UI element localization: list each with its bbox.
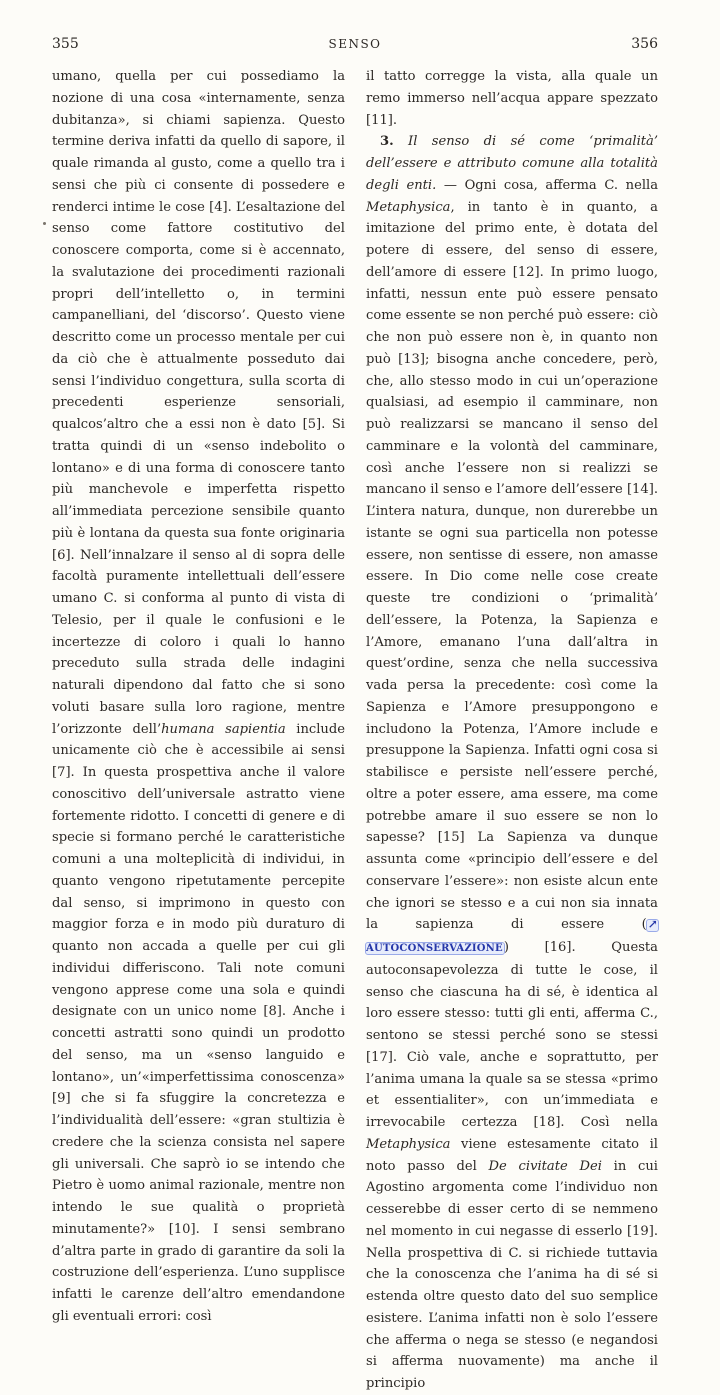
left-italic-humana-sapientia: humana sapientia [161, 721, 286, 737]
right-italic-de-civitate-dei: De civitate Dei [488, 1158, 602, 1174]
right-text-1: il tatto corregge la vista, alla quale un remo immerso nell’acqua appare spezzato [11]. [366, 69, 658, 128]
right-text-2c: ) [16]. Questa autoconsapevolezza di tutte le cose, il senso che ciascuna ha di sé, è identica al loro essere stesso: tutti gli enti, afferma C., sentono se stessi perché sono se stessi [17]. Ciò vale, anche e soprattutto, per l’anima umana la quale sa se stessa «primo et essentialiter», con un’immediata e irrevocabile certezza [18]. Così nella [366, 940, 658, 1130]
margin-mark [43, 222, 46, 225]
right-italic-metaphysica-1: Metaphysica [366, 199, 451, 215]
page-number-left: 355 [52, 36, 79, 52]
right-text-2b: , in tanto è in quanto, a imitazione del primo ente, è dotata del potere di essere, del senso di essere, dell’amore di essere [12]. In primo luogo, infatti, nessun ente può essere pensato come essente se non perché può essere: ciò che non può essere non è, in quanto non può [13]; bisogna anche concedere, però, che, allo stesso modo in cui un’operazione qualsiasi, ad esempio il camminare, non può realizzarsi se mancano il senso del camminare e la volontà del camminare, così anche l’essere non si realizzi se mancano il senso e l’amore dell’essere [14]. L’intera natura, dunque, non durerebbe un istante se ogni sua particella non potesse essere, non sentisse di essere, non amasse essere. In Dio come nelle cose create queste tre condizioni o ‘primalità’ dell’essere, la Potenza, la Sapienza e l’Amore, emanano l’una dall’altra in quest’ordine, senza che nella successiva vada persa la precedente: così come la Sapienza e l’Amore presuppongono e includono la Potenza, l’Amore include e presuppone la Sapienza. Infatti ogni cosa si stabilisce e persiste nell’essere perché, oltre a poter essere, ama essere, ma come potrebbe amare il suo essere se non lo sapesse? [15] La Sapienza va dunque assunta come «principio dell’essere e del conservare l’essere»: non esiste alcun ente che ignori se stesso e a cui non sia innata la sapienza di essere ( [366, 199, 658, 933]
right-paragraph-1 [366, 66, 658, 131]
left-paragraph [52, 66, 345, 1328]
cross-reference-label: AUTOCONSERVAZIONE [366, 943, 503, 954]
right-text-2e: in cui Agostino argomenta come l’individuo non cesserebbe di esser certo di se nemmeno nel momento in cui negasse di esserlo [19]. Nella prospettiva di C. si richiede tuttavia che la conoscenza che l’anima ha di sé si estenda oltre questo dato del suo semplice esistere. L’anima infatti non è solo l’essere che afferma o nega se stesso (e negandosi si afferma nuovamente) ma anche il principio [366, 1158, 658, 1391]
right-paragraph-2 [366, 131, 658, 1395]
left-text-2: include unicamente ciò che è accessibile ai sensi [7]. In questa prospettiva anche il valore conoscitivo dell’universale astratto viene fortemente ridotto. I concetti di genere e di specie si formano perché le caratteristiche comuni a una molteplicità di individui, in quanto vengono ripetutamente percepite dal senso, si imprimono in questo con maggior forza e in modo più duraturo di quanto non accada a quelle per cui gli individui differiscono. Tali note comuni vengono apprese come una sola e quindi designate con un unico nome [8]. Anche i concetti astratti sono quindi un prodotto del senso, ma un «senso languido e lontano», un’«imperfettissima conoscenza» [9] che si fa sfuggire la concretezza e l’individualità dell’essere: «gran stultizia è credere che la scienza consista nel sapere gli universali. Che saprò io se intendo che Pietro è uomo animal razionale, mentre non intendo le sue qualità o proprietà minutamente?» [10]. I sensi sembrano d’altra parte in grado di garantire da soli la costruzione dell’esperienza. L’uno supplisce infatti le carenze dell’altro emendandone gli eventuali errori: così [52, 721, 345, 1324]
right-text-2d: viene estesamente citato il noto passo del [366, 1136, 658, 1174]
page-number-right: 356 [631, 36, 658, 52]
right-column [366, 66, 658, 1395]
section-title: Il senso di sé come ‘primalità’ dell’essere e attributo comune alla totalità degli enti. [366, 134, 658, 193]
cross-reference-arrow-icon: ↗ [647, 917, 658, 932]
page-header [52, 36, 658, 56]
left-column [52, 66, 345, 1328]
right-italic-metaphysica-2: Metaphysica [366, 1136, 451, 1152]
right-text-2a: — Ogni cosa, afferma C. nella [436, 177, 659, 193]
section-number: 3. [380, 134, 394, 150]
running-title: SENSO [328, 37, 382, 51]
left-text-1: umano, quella per cui possediamo la nozione di una cosa «internamente, senza dubitanza», si chiami sapienza. Questo termine deriva infatti da quello di sapore, il quale rimanda al gusto, come a quello tra i sensi che più ci consente di possedere e renderci intime le cose [4]. L’esaltazione del senso come fattore costitutivo del conoscere comporta, come si è accennato, la svalutazione dei procedimenti razionali propri dell’intelletto o, in termini campanelliani, del ‘discorso’. Questo viene descritto come un processo mentale per cui da ciò che è attualmente posseduto dai sensi l’individuo congettura, sulla scorta di precedenti esperienze sensoriali, qualcos’altro che a essi non è dato [5]. Si tratta quindi di un «senso indebolito o lontano» e di una forma di conoscere tanto più manchevole e imperfetta rispetto all’immediata percezione sensibile quanto più è lontana da questa sua fonte originaria [6]. Nell’innalzare il senso al di sopra delle facoltà puramente intellettuali dell’essere umano C. si conforma al punto di vista di Telesio, per il quale le confusioni e le incertezze di coloro i quali lo hanno preceduto sulla strada delle indagini naturali dipendono dal fatto che si sono voluti basare sulla loro ragione, mentre l’orizzonte dell’ [52, 69, 345, 737]
